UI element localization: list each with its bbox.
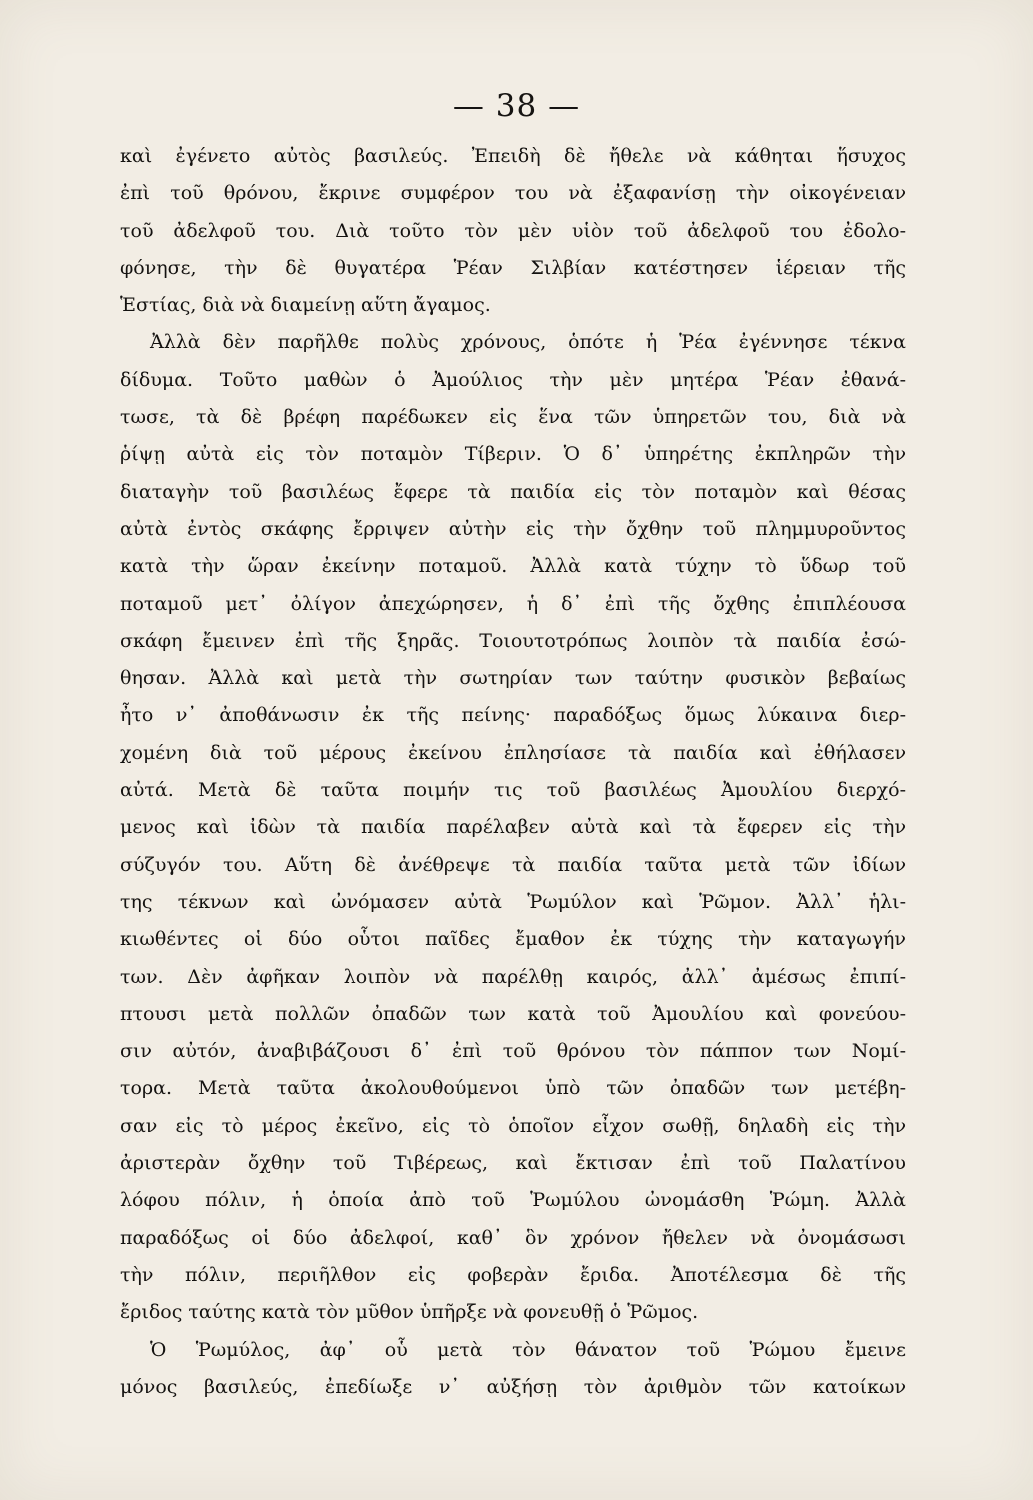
text-line: ἀριστερὰν ὄχθην τοῦ Τιβέρεως, καὶ ἔκτισαν ἐπὶ τοῦ Παλατίνου [120, 1152, 906, 1175]
text-line: μόνος βασιλεύς, ἐπεδίωξε ν᾽ αὐξήσῃ τὸν ἀριθμὸν τῶν κατοίκων [120, 1375, 906, 1398]
text-line: ῥίψῃ αὐτὰ εἰς τὸν ποταμὸν Τίβεριν. Ὁ δ᾽ ὑπηρέτης ἐκπληρῶν τὴν [120, 443, 906, 466]
text-line: κατὰ τὴν ὥραν ἐκείνην ποταμοῦ. Ἀλλὰ κατὰ τύχην τὸ ὕδωρ τοῦ [120, 555, 906, 578]
text-line: Ἀλλὰ δὲν παρῆλθε πολὺς χρόνους, ὁπότε ἡ Ῥέα ἐγέννησε τέκνα [150, 331, 906, 354]
text-line: της τέκνων καὶ ὠνόμασεν αὐτὰ Ῥωμύλον καὶ Ῥῶμον. Ἀλλ᾽ ἡλι- [120, 890, 906, 913]
text-line: τὴν πόλιν, περιῆλθον εἰς φοβερὰν ἔριδα. Ἀποτέλεσμα δὲ τῆς [120, 1263, 906, 1286]
body-text [120, 138, 906, 1406]
text-line: αὐτά. Μετὰ δὲ ταῦτα ποιμήν τις τοῦ βασιλέως Ἀμουλίου διερχό- [120, 779, 906, 802]
text-line: φόνησε, τὴν δὲ θυγατέρα Ῥέαν Σιλβίαν κατέστησεν ἱέρειαν τῆς [120, 256, 906, 279]
text-line: παραδόξως οἱ δύο ἀδελφοί, καθ᾽ ὃν χρόνον ἤθελεν νὰ ὀνομάσωσι [120, 1226, 906, 1249]
text-line: αὐτὰ ἐντὸς σκάφης ἔρριψεν αὐτὴν εἰς τὴν ὄχθην τοῦ πλημμυροῦντος [120, 517, 906, 540]
text-line: Ὁ Ῥωμύλος, ἀφ᾽ οὗ μετὰ τὸν θάνατον τοῦ Ῥώμου ἔμεινε [150, 1338, 906, 1361]
text-line: ἐπὶ τοῦ θρόνου, ἔκρινε συμφέρον του νὰ ἐξαφανίσῃ τὴν οἰκογένειαν [120, 182, 906, 205]
text-line: λόφου πόλιν, ἡ ὁποία ἀπὸ τοῦ Ῥωμύλου ὠνομάσθη Ῥώμη. Ἀλλὰ [120, 1189, 906, 1212]
text-line: Ἑστίας, διὰ νὰ διαμείνῃ αὕτη ἄγαμος. [120, 294, 491, 317]
text-line: ἦτο ν᾽ ἀποθάνωσιν ἐκ τῆς πείνης· παραδόξως ὅμως λύκαινα διερ- [120, 704, 906, 727]
text-line: τορα. Μετὰ ταῦτα ἀκολουθούμενοι ὑπὸ τῶν ὀπαδῶν των μετέβη- [120, 1077, 906, 1100]
text-line: σαν εἰς τὸ μέρος ἐκεῖνο, εἰς τὸ ὁποῖον εἶχον σωθῇ, δηλαδὴ εἰς τὴν [120, 1114, 906, 1137]
text-line: ἔριδος ταύτης κατὰ τὸν μῦθον ὑπῆρξε νὰ φονευθῇ ὁ Ῥῶμος. [120, 1301, 699, 1324]
text-line: σκάφη ἔμεινεν ἐπὶ τῆς ξηρᾶς. Τοιουτοτρόπως λοιπὸν τὰ παιδία ἐσώ- [120, 629, 906, 652]
text-line: διαταγὴν τοῦ βασιλέως ἔφερε τὰ παιδία εἰς τὸν ποταμὸν καὶ θέσας [120, 480, 906, 503]
text-line: πτουσι μετὰ πολλῶν ὀπαδῶν των κατὰ τοῦ Ἀμουλίου καὶ φονεύου- [120, 1002, 906, 1025]
text-line: κιωθέντες οἱ δύο οὗτοι παῖδες ἔμαθον ἐκ τύχης τὴν καταγωγήν [120, 928, 906, 951]
text-line: σιν αὐτόν, ἀναβιβάζουσι δ᾽ ἐπὶ τοῦ θρόνου τὸν πάππον των Νομί- [120, 1040, 906, 1063]
page-number: — 38 — [452, 88, 581, 124]
text-line: τωσε, τὰ δὲ βρέφη παρέδωκεν εἰς ἕνα τῶν ὑπηρετῶν του, διὰ νὰ [120, 406, 906, 429]
text-line: των. Δὲν ἀφῆκαν λοιπὸν νὰ παρέλθῃ καιρός, ἀλλ᾽ ἀμέσως ἐπιπί- [120, 965, 906, 988]
text-line: χομένη διὰ τοῦ μέρους ἐκείνου ἐπλησίασε τὰ παιδία καὶ ἐθήλασεν [120, 741, 906, 764]
text-line: σύζυγόν του. Αὕτη δὲ ἀνέθρεψε τὰ παιδία ταῦτα μετὰ τῶν ἰδίων [120, 853, 906, 876]
text-line: μενος καὶ ἰδὼν τὰ παιδία παρέλαβεν αὐτὰ καὶ τὰ ἔφερεν εἰς τὴν [120, 816, 906, 839]
text-line: θησαν. Ἀλλὰ καὶ μετὰ τὴν σωτηρίαν των ταύτην φυσικὸν βεβαίως [120, 667, 906, 690]
text-line: δίδυμα. Τοῦτο μαθὼν ὁ Ἀμούλιος τὴν μὲν μητέρα Ῥέαν ἐθανά- [120, 368, 906, 391]
text-line: ποταμοῦ μετ᾽ ὀλίγον ἀπεχώρησεν, ἡ δ᾽ ἐπὶ τῆς ὄχθης ἐπιπλέουσα [120, 592, 906, 615]
text-line: καὶ ἐγένετο αὐτὸς βασιλεύς. Ἐπειδὴ δὲ ἤθελε νὰ κάθηται ἥσυχος [120, 145, 906, 167]
text-line: τοῦ ἀδελφοῦ του. Διὰ τοῦτο τὸν μὲν υἱὸν τοῦ ἀδελφοῦ του ἐδολο- [120, 219, 906, 242]
